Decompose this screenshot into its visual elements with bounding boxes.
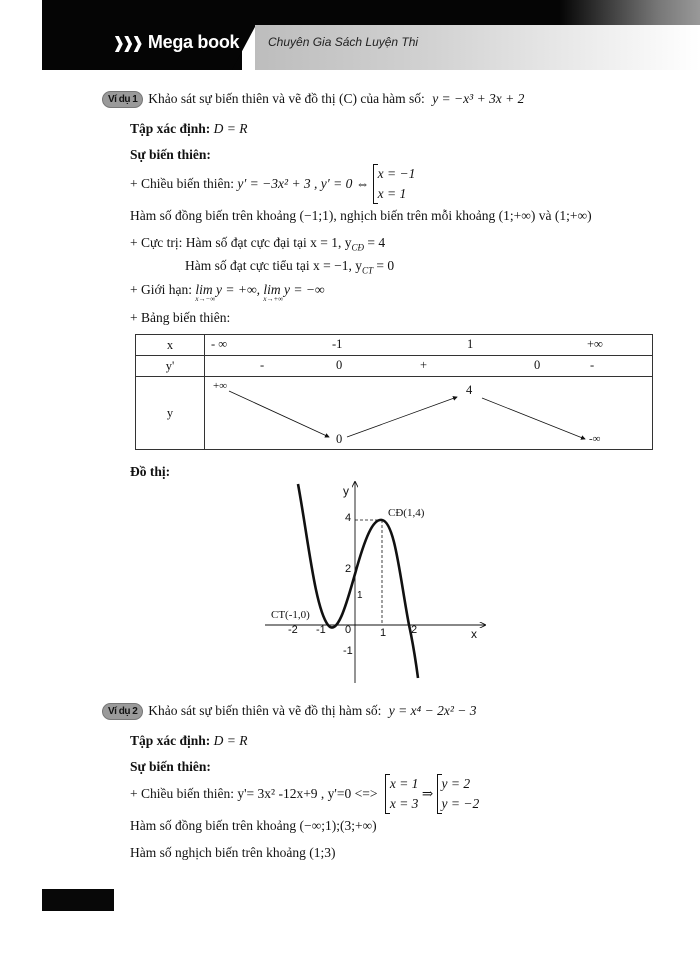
root-1: x = 1 <box>389 776 419 791</box>
table-row-yp <box>136 356 653 377</box>
example1-extrema-max <box>130 235 385 253</box>
x-tick: 1 <box>380 627 387 639</box>
graph-x-axis-label: x <box>471 627 477 641</box>
domain-label: Tập xác định: <box>130 121 211 136</box>
extrema-max-text: + Cực trị: Hàm số đạt cực đại tại x = 1, y <box>130 235 352 250</box>
row-x-head: x <box>136 335 205 356</box>
example1-derivative <box>130 164 415 204</box>
value-1: y = 2 <box>441 776 471 791</box>
yp-sign: - <box>260 358 265 372</box>
limits-label: + Giới hạn: <box>130 282 192 297</box>
x-value: - ∞ <box>211 337 228 351</box>
limit-2 <box>263 282 325 303</box>
values-system <box>437 774 480 814</box>
y-value: -∞ <box>589 433 601 445</box>
example2-function: y = x⁴ − 2x² − 3 <box>388 703 477 718</box>
example1-graph-label: Đồ thị: <box>130 464 171 479</box>
triple-chevron-logo-icon: ❱❱❱ <box>112 35 141 52</box>
example2-title <box>102 703 477 720</box>
limit-1-expr: lim y = +∞, <box>195 282 260 297</box>
yp-sign: + <box>420 358 428 372</box>
limit-1 <box>195 282 260 303</box>
page-number-block <box>42 889 114 911</box>
x-tick: 2 <box>411 624 418 636</box>
example1-badge: Ví dụ 1 <box>102 91 143 108</box>
row-x-values <box>205 335 653 356</box>
example2-badge: Ví dụ 2 <box>102 703 143 720</box>
example1-extrema-min <box>185 258 394 276</box>
row-yp-head: y' <box>136 356 205 377</box>
roots-system <box>385 774 419 814</box>
root-1: x = −1 <box>377 166 416 181</box>
y-tick: 4 <box>345 512 352 524</box>
brand-logo <box>112 32 239 53</box>
root-2: x = 3 <box>389 796 419 811</box>
page-header <box>0 0 700 72</box>
row-y-head: y <box>136 377 205 450</box>
x-value: +∞ <box>587 337 603 351</box>
x-tick: -1 <box>316 624 326 636</box>
x-value: 1 <box>467 337 474 351</box>
roots-system <box>373 164 416 204</box>
derivative-formula: y′ = −3x² + 3 , y′ = 0 ⇔ <box>237 176 370 191</box>
brand-name: Mega book <box>147 32 240 52</box>
domain-label: Tập xác định: <box>130 733 211 748</box>
row-yp-values <box>205 356 653 377</box>
derivative-formula: y'= 3x² -12x+9 , y'=0 <=> <box>237 786 378 801</box>
extrema-min-text: Hàm số đạt cực tiểu tại x = −1, y <box>185 258 363 273</box>
table-row-y <box>136 377 653 450</box>
y-value: 4 <box>466 383 473 397</box>
brand-tagline: Chuyên Gia Sách Luyện Thi <box>268 35 419 49</box>
example1-table-label: + Bảng biến thiên: <box>130 310 231 325</box>
row-y-values <box>205 377 653 450</box>
y-tick: 1 <box>357 590 363 601</box>
min-point-label: CT(-1,0) <box>271 609 310 621</box>
y-value: +∞ <box>213 380 228 392</box>
graph-y-axis-label: y <box>343 484 349 498</box>
y-tick: 2 <box>345 563 352 575</box>
extrema-max-value: = 4 <box>363 235 386 250</box>
yp-sign: - <box>590 358 595 372</box>
variation-table <box>135 334 653 450</box>
implies-symbol: ⇒ <box>421 786 434 801</box>
header-bar-fade <box>560 0 700 25</box>
example2-prompt: Khảo sát sự biến thiên và vẽ đồ thị hàm số: <box>148 703 382 718</box>
table-row-x <box>136 335 653 356</box>
domain-value: D = R <box>213 121 248 136</box>
extrema-min-sub: CT <box>362 265 374 276</box>
example1-title <box>102 91 524 108</box>
example1-function: y = −x³ + 3x + 2 <box>432 91 525 106</box>
yp-zero: 0 <box>336 358 343 372</box>
extrema-max-sub: CĐ <box>351 242 364 253</box>
domain-value: D = R <box>213 733 248 748</box>
y-value: 0 <box>336 432 343 446</box>
derivative-label: + Chiều biến thiên: <box>130 786 234 801</box>
limit-1-sub: x→−∞ <box>195 295 216 303</box>
value-2: y = −2 <box>441 796 480 811</box>
example1-variation-heading: Sự biến thiên: <box>130 147 211 162</box>
root-2: x = 1 <box>377 186 407 201</box>
yp-zero: 0 <box>534 358 541 372</box>
example2-decreasing: Hàm số nghịch biến trên khoảng (1;3) <box>130 845 336 860</box>
extrema-min-value: = 0 <box>373 258 395 273</box>
example1-limits <box>130 282 325 303</box>
example1-prompt: Khảo sát sự biến thiên và vẽ đồ thị (C) của hàm số: <box>148 91 425 106</box>
example2-variation-heading: Sự biến thiên: <box>130 759 211 774</box>
example2-increasing: Hàm số đồng biến trên khoảng (−∞;1);(3;+∞) <box>130 818 377 833</box>
x-tick: 0 <box>345 624 352 636</box>
example1-domain <box>130 121 248 137</box>
x-tick: -2 <box>288 624 298 636</box>
limit-2-sub: x→+∞ <box>263 295 284 303</box>
x-value: -1 <box>332 337 343 351</box>
variation-arrows <box>205 377 653 449</box>
example2-domain <box>130 733 248 749</box>
function-graph <box>260 478 490 683</box>
example2-derivative <box>130 774 479 814</box>
example1-monotonic: Hàm số đồng biến trên khoảng (−1;1), nghịch biến trên mỗi khoảng (1;+∞) và (1;+∞) <box>130 208 592 223</box>
y-tick: -1 <box>343 645 353 657</box>
derivative-label: + Chiều biến thiên: <box>130 176 234 191</box>
max-point-label: CĐ(1,4) <box>388 507 425 519</box>
limit-2-expr: lim y = −∞ <box>263 282 325 297</box>
